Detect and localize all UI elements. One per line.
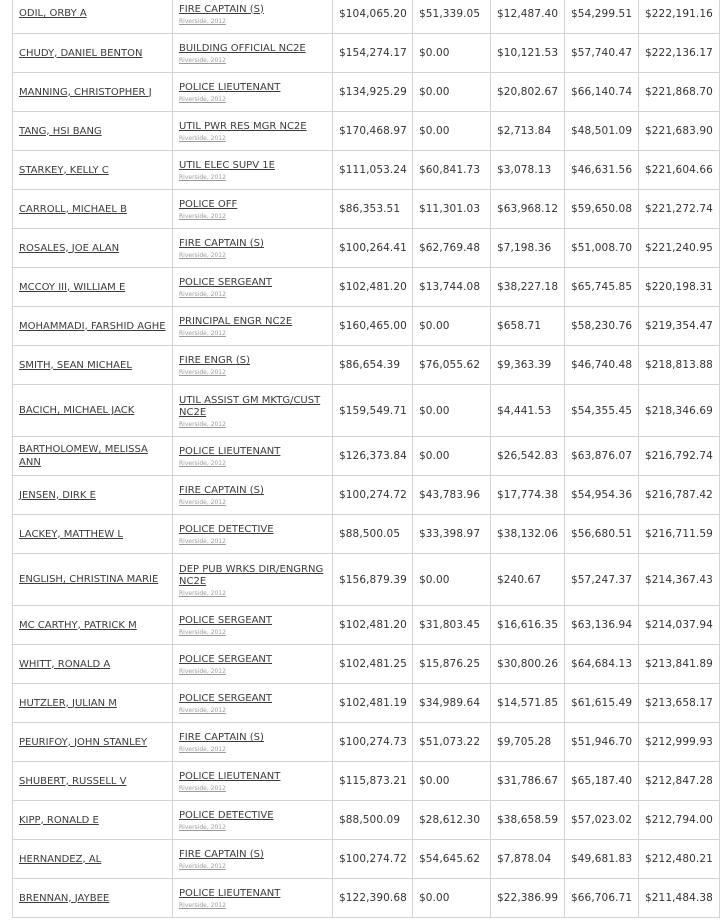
other-pay-cell: $12,487.40 bbox=[491, 0, 565, 34]
table-row bbox=[13, 515, 720, 554]
job-title-link[interactable]: UTIL ASSIST GM MKTG/CUST NC2E bbox=[179, 394, 321, 418]
benefits-cell: $63,136.94 bbox=[565, 606, 639, 645]
other-pay-cell: $240.67 bbox=[491, 554, 565, 606]
employee-name-cell bbox=[13, 606, 173, 645]
overtime-pay-cell: $62,769.48 bbox=[413, 229, 491, 268]
base-pay-cell: $88,500.05 bbox=[333, 515, 413, 554]
job-title-cell bbox=[173, 73, 333, 112]
employee-name-cell bbox=[13, 801, 173, 840]
employee-name-link[interactable]: WHITT, RONALD A bbox=[19, 658, 111, 670]
overtime-pay-cell: $0.00 bbox=[413, 34, 491, 73]
table-row bbox=[13, 476, 720, 515]
agency-year-link[interactable]: Riverside, 2012 bbox=[179, 57, 226, 64]
job-title-link[interactable]: POLICE LIEUTENANT bbox=[179, 771, 281, 782]
benefits-cell: $51,008.70 bbox=[565, 229, 639, 268]
total-pay-cell: $213,841.89 bbox=[639, 645, 720, 684]
employee-name-link[interactable]: HERNANDEZ, AL bbox=[19, 853, 102, 865]
base-pay-cell: $86,654.39 bbox=[333, 346, 413, 385]
agency-year-link[interactable]: Riverside, 2012 bbox=[179, 420, 226, 428]
benefits-cell: $48,501.09 bbox=[565, 112, 639, 151]
job-title-link[interactable]: FIRE CAPTAIN (S) bbox=[179, 485, 264, 496]
job-title-cell bbox=[173, 307, 333, 346]
other-pay-cell: $22,386.99 bbox=[491, 879, 565, 918]
overtime-pay-cell: $31,803.45 bbox=[413, 606, 491, 645]
job-title-cell bbox=[173, 190, 333, 229]
employee-name-link[interactable]: SMITH, SEAN MICHAEL bbox=[19, 359, 132, 371]
job-title-cell bbox=[173, 385, 333, 437]
job-title-cell bbox=[173, 151, 333, 190]
employee-name-link[interactable]: LACKEY, MATTHEW L bbox=[19, 528, 123, 540]
employee-name-link[interactable]: CARROLL, MICHAEL B bbox=[19, 203, 127, 215]
agency-year-link[interactable]: Riverside, 2012 bbox=[179, 96, 226, 103]
base-pay-cell: $88,500.09 bbox=[333, 801, 413, 840]
total-pay-cell: $212,847.28 bbox=[639, 762, 720, 801]
base-pay-cell: $122,390.68 bbox=[333, 879, 413, 918]
total-pay-cell: $212,480.21 bbox=[639, 840, 720, 879]
table-row bbox=[13, 801, 720, 840]
employee-name-cell bbox=[13, 476, 173, 515]
table-row bbox=[13, 385, 720, 437]
table-row bbox=[13, 645, 720, 684]
table-row bbox=[13, 229, 720, 268]
agency-year-link[interactable]: Riverside, 2012 bbox=[179, 902, 226, 909]
other-pay-cell: $38,658.59 bbox=[491, 801, 565, 840]
agency-year-link[interactable]: Riverside, 2012 bbox=[179, 291, 226, 298]
table-row bbox=[13, 606, 720, 645]
other-pay-cell: $9,705.28 bbox=[491, 723, 565, 762]
total-pay-cell: $216,711.59 bbox=[639, 515, 720, 554]
overtime-pay-cell: $0.00 bbox=[413, 879, 491, 918]
overtime-pay-cell: $33,398.97 bbox=[413, 515, 491, 554]
agency-year-link[interactable]: Riverside, 2012 bbox=[179, 785, 226, 792]
employee-name-link[interactable]: BRENNAN, JAYBEE bbox=[19, 892, 110, 904]
overtime-pay-cell: $13,744.08 bbox=[413, 268, 491, 307]
job-title-cell bbox=[173, 840, 333, 879]
overtime-pay-cell: $0.00 bbox=[413, 307, 491, 346]
job-title-link[interactable]: FIRE CAPTAIN (S) bbox=[179, 238, 264, 249]
total-pay-cell: $218,346.69 bbox=[639, 385, 720, 437]
job-title-cell bbox=[173, 554, 333, 606]
overtime-pay-cell: $0.00 bbox=[413, 762, 491, 801]
job-title-cell bbox=[173, 437, 333, 476]
base-pay-cell: $156,879.39 bbox=[333, 554, 413, 606]
other-pay-cell: $658.71 bbox=[491, 307, 565, 346]
overtime-pay-cell: $0.00 bbox=[413, 385, 491, 437]
benefits-cell: $57,023.02 bbox=[565, 801, 639, 840]
benefits-cell: $46,740.48 bbox=[565, 346, 639, 385]
job-title-cell bbox=[173, 723, 333, 762]
total-pay-cell: $222,191.16 bbox=[639, 0, 720, 34]
employee-name-link[interactable]: HUTZLER, JULIAN M bbox=[19, 697, 117, 709]
base-pay-cell: $102,481.20 bbox=[333, 606, 413, 645]
employee-name-link[interactable]: KIPP, RONALD E bbox=[19, 814, 99, 826]
employee-name-cell bbox=[13, 346, 173, 385]
table-row bbox=[13, 190, 720, 229]
other-pay-cell: $31,786.67 bbox=[491, 762, 565, 801]
benefits-cell: $51,946.70 bbox=[565, 723, 639, 762]
job-title-cell bbox=[173, 762, 333, 801]
total-pay-cell: $221,683.90 bbox=[639, 112, 720, 151]
job-title-link[interactable]: DEP PUB WRKS DIR/ENGRNG NC2E bbox=[179, 563, 324, 587]
table-row bbox=[13, 762, 720, 801]
total-pay-cell: $212,794.00 bbox=[639, 801, 720, 840]
other-pay-cell: $63,968.12 bbox=[491, 190, 565, 229]
base-pay-cell: $102,481.25 bbox=[333, 645, 413, 684]
total-pay-cell: $222,136.17 bbox=[639, 34, 720, 73]
base-pay-cell: $159,549.71 bbox=[333, 385, 413, 437]
table-row bbox=[13, 0, 720, 34]
table-row bbox=[13, 268, 720, 307]
employee-name-cell bbox=[13, 190, 173, 229]
employee-name-cell bbox=[13, 554, 173, 606]
job-title-cell bbox=[173, 801, 333, 840]
benefits-cell: $58,230.76 bbox=[565, 307, 639, 346]
job-title-link[interactable]: POLICE SERGEANT bbox=[179, 615, 273, 626]
employee-name-link[interactable]: STARKEY, KELLY C bbox=[19, 164, 109, 176]
other-pay-cell: $4,441.53 bbox=[491, 385, 565, 437]
overtime-pay-cell: $51,073.22 bbox=[413, 723, 491, 762]
job-title-cell bbox=[173, 112, 333, 151]
employee-name-link[interactable]: MCCOY III, WILLIAM E bbox=[19, 281, 126, 293]
total-pay-cell: $219,354.47 bbox=[639, 307, 720, 346]
agency-year-link[interactable]: Riverside, 2012 bbox=[179, 746, 226, 753]
total-pay-cell: $214,367.43 bbox=[639, 554, 720, 606]
agency-year-link[interactable]: Riverside, 2012 bbox=[179, 668, 226, 675]
overtime-pay-cell: $15,876.25 bbox=[413, 645, 491, 684]
agency-year-link[interactable]: Riverside, 2012 bbox=[179, 589, 226, 597]
total-pay-cell: $216,792.74 bbox=[639, 437, 720, 476]
base-pay-cell: $100,274.73 bbox=[333, 723, 413, 762]
other-pay-cell: $7,878.04 bbox=[491, 840, 565, 879]
other-pay-cell: $16,616.35 bbox=[491, 606, 565, 645]
benefits-cell: $66,140.74 bbox=[565, 73, 639, 112]
employee-name-cell bbox=[13, 0, 173, 34]
job-title-link[interactable]: UTIL ELEC SUPV 1E bbox=[179, 160, 275, 171]
employee-name-cell bbox=[13, 34, 173, 73]
employee-name-cell bbox=[13, 515, 173, 554]
employee-name-link[interactable]: ODIL, ORBY A bbox=[19, 8, 87, 19]
job-title-link[interactable]: POLICE LIEUTENANT bbox=[179, 888, 281, 899]
job-title-link[interactable]: POLICE DETECTIVE bbox=[179, 810, 274, 821]
benefits-cell: $57,740.47 bbox=[565, 34, 639, 73]
table-row bbox=[13, 684, 720, 723]
benefits-cell: $66,706.71 bbox=[565, 879, 639, 918]
benefits-cell: $54,299.51 bbox=[565, 0, 639, 34]
table-row bbox=[13, 723, 720, 762]
overtime-pay-cell: $43,783.96 bbox=[413, 476, 491, 515]
benefits-cell: $54,954.36 bbox=[565, 476, 639, 515]
total-pay-cell: $221,240.95 bbox=[639, 229, 720, 268]
table-row bbox=[13, 840, 720, 879]
benefits-cell: $49,681.83 bbox=[565, 840, 639, 879]
agency-year-link[interactable]: Riverside, 2012 bbox=[179, 252, 226, 259]
employee-name-cell bbox=[13, 268, 173, 307]
other-pay-cell: $26,542.83 bbox=[491, 437, 565, 476]
base-pay-cell: $100,274.72 bbox=[333, 476, 413, 515]
other-pay-cell: $14,571.85 bbox=[491, 684, 565, 723]
job-title-link[interactable]: POLICE DETECTIVE bbox=[179, 524, 274, 535]
employee-name-cell bbox=[13, 112, 173, 151]
job-title-cell bbox=[173, 645, 333, 684]
job-title-link[interactable]: POLICE SERGEANT bbox=[179, 277, 273, 288]
other-pay-cell: $10,121.53 bbox=[491, 34, 565, 73]
table-row bbox=[13, 151, 720, 190]
other-pay-cell: $9,363.39 bbox=[491, 346, 565, 385]
job-title-cell bbox=[173, 229, 333, 268]
other-pay-cell: $38,227.18 bbox=[491, 268, 565, 307]
total-pay-cell: $220,198.31 bbox=[639, 268, 720, 307]
employee-name-cell bbox=[13, 385, 173, 437]
other-pay-cell: $3,078.13 bbox=[491, 151, 565, 190]
base-pay-cell: $102,481.19 bbox=[333, 684, 413, 723]
agency-year-link[interactable]: Riverside, 2012 bbox=[179, 135, 226, 142]
base-pay-cell: $100,274.72 bbox=[333, 840, 413, 879]
employee-name-cell bbox=[13, 229, 173, 268]
employee-name-cell bbox=[13, 73, 173, 112]
agency-year-link[interactable]: Riverside, 2012 bbox=[179, 460, 226, 467]
job-title-cell bbox=[173, 268, 333, 307]
agency-year-link[interactable]: Riverside, 2012 bbox=[179, 707, 226, 714]
overtime-pay-cell: $0.00 bbox=[413, 554, 491, 606]
job-title-cell bbox=[173, 476, 333, 515]
base-pay-cell: $134,925.29 bbox=[333, 73, 413, 112]
employee-name-cell bbox=[13, 437, 173, 476]
base-pay-cell: $154,274.17 bbox=[333, 34, 413, 73]
employee-name-link[interactable]: PEURIFOY, JOHN STANLEY bbox=[19, 736, 148, 748]
agency-year-link[interactable]: Riverside, 2012 bbox=[179, 629, 226, 636]
overtime-pay-cell: $34,989.64 bbox=[413, 684, 491, 723]
total-pay-cell: $211,484.38 bbox=[639, 879, 720, 918]
employee-name-cell bbox=[13, 684, 173, 723]
base-pay-cell: $104,065.20 bbox=[333, 0, 413, 34]
other-pay-cell: $38,132.06 bbox=[491, 515, 565, 554]
job-title-cell bbox=[173, 606, 333, 645]
agency-year-link[interactable]: Riverside, 2012 bbox=[179, 863, 226, 870]
employee-name-link[interactable]: ROSALES, JOE ALAN bbox=[19, 242, 120, 254]
agency-year-link[interactable]: Riverside, 2012 bbox=[179, 174, 226, 181]
employee-name-link[interactable]: BACICH, MICHAEL JACK bbox=[19, 405, 135, 416]
employee-name-link[interactable]: BARTHOLOMEW, MELISSA ANN bbox=[19, 444, 148, 468]
agency-year-link[interactable]: Riverside, 2012 bbox=[179, 369, 226, 376]
employee-name-cell bbox=[13, 645, 173, 684]
employee-name-link[interactable]: MANNING, CHRISTOPHER J bbox=[19, 86, 152, 98]
job-title-link[interactable]: FIRE CAPTAIN (S) bbox=[179, 849, 264, 860]
agency-year-link[interactable]: Riverside, 2012 bbox=[179, 538, 226, 545]
employee-name-cell bbox=[13, 723, 173, 762]
job-title-link[interactable]: FIRE CAPTAIN (S) bbox=[179, 732, 264, 743]
employee-name-link[interactable]: MOHAMMADI, FARSHID AGHE bbox=[19, 320, 166, 332]
salary-table bbox=[12, 0, 720, 918]
base-pay-cell: $170,468.97 bbox=[333, 112, 413, 151]
table-row bbox=[13, 112, 720, 151]
employee-name-cell bbox=[13, 762, 173, 801]
overtime-pay-cell: $28,612.30 bbox=[413, 801, 491, 840]
other-pay-cell: $7,198.36 bbox=[491, 229, 565, 268]
benefits-cell: $56,680.51 bbox=[565, 515, 639, 554]
benefits-cell: $63,876.07 bbox=[565, 437, 639, 476]
benefits-cell: $57,247.37 bbox=[565, 554, 639, 606]
benefits-cell: $65,187.40 bbox=[565, 762, 639, 801]
table-row bbox=[13, 73, 720, 112]
job-title-cell bbox=[173, 684, 333, 723]
other-pay-cell: $30,800.26 bbox=[491, 645, 565, 684]
job-title-link[interactable]: POLICE LIEUTENANT bbox=[179, 82, 281, 93]
benefits-cell: $61,615.49 bbox=[565, 684, 639, 723]
other-pay-cell: $20,802.67 bbox=[491, 73, 565, 112]
employee-name-link[interactable]: SHUBERT, RUSSELL V bbox=[19, 775, 127, 787]
job-title-link[interactable]: UTIL PWR RES MGR NC2E bbox=[179, 121, 307, 132]
base-pay-cell: $115,873.21 bbox=[333, 762, 413, 801]
base-pay-cell: $100,264.41 bbox=[333, 229, 413, 268]
total-pay-cell: $218,813.88 bbox=[639, 346, 720, 385]
job-title-link[interactable]: PRINCIPAL ENGR NC2E bbox=[179, 316, 293, 327]
agency-year-link[interactable]: Riverside, 2012 bbox=[179, 824, 226, 831]
overtime-pay-cell: $54,645.62 bbox=[413, 840, 491, 879]
base-pay-cell: $86,353.51 bbox=[333, 190, 413, 229]
employee-name-link[interactable]: JENSEN, DIRK E bbox=[19, 489, 96, 501]
overtime-pay-cell: $60,841.73 bbox=[413, 151, 491, 190]
job-title-link[interactable]: FIRE ENGR (S) bbox=[179, 355, 250, 366]
employee-name-cell bbox=[13, 151, 173, 190]
agency-year-link[interactable]: Riverside, 2012 bbox=[179, 499, 226, 506]
benefits-cell: $46,631.56 bbox=[565, 151, 639, 190]
employee-name-link[interactable]: ENGLISH, CHRISTINA MARIE bbox=[19, 574, 159, 585]
table-row bbox=[13, 346, 720, 385]
other-pay-cell: $17,774.38 bbox=[491, 476, 565, 515]
total-pay-cell: $221,868.70 bbox=[639, 73, 720, 112]
agency-year-link[interactable]: Riverside, 2012 bbox=[179, 330, 226, 337]
job-title-cell bbox=[173, 879, 333, 918]
job-title-link[interactable]: POLICE SERGEANT bbox=[179, 654, 273, 665]
benefits-cell: $59,650.08 bbox=[565, 190, 639, 229]
table-row bbox=[13, 879, 720, 918]
base-pay-cell: $102,481.20 bbox=[333, 268, 413, 307]
total-pay-cell: $213,658.17 bbox=[639, 684, 720, 723]
total-pay-cell: $216,787.42 bbox=[639, 476, 720, 515]
job-title-cell bbox=[173, 346, 333, 385]
job-title-link[interactable]: BUILDING OFFICIAL NC2E bbox=[179, 43, 306, 54]
job-title-cell bbox=[173, 0, 333, 34]
total-pay-cell: $221,604.66 bbox=[639, 151, 720, 190]
overtime-pay-cell: $51,339.05 bbox=[413, 0, 491, 34]
job-title-link[interactable]: FIRE CAPTAIN (S) bbox=[179, 3, 264, 15]
total-pay-cell: $212,999.93 bbox=[639, 723, 720, 762]
employee-name-link[interactable]: CHUDY, DANIEL BENTON bbox=[19, 47, 143, 59]
overtime-pay-cell: $0.00 bbox=[413, 112, 491, 151]
overtime-pay-cell: $0.00 bbox=[413, 73, 491, 112]
total-pay-cell: $214,037.94 bbox=[639, 606, 720, 645]
benefits-cell: $54,355.45 bbox=[565, 385, 639, 437]
table-row bbox=[13, 437, 720, 476]
total-pay-cell: $221,272.74 bbox=[639, 190, 720, 229]
other-pay-cell: $2,713.84 bbox=[491, 112, 565, 151]
overtime-pay-cell: $11,301.03 bbox=[413, 190, 491, 229]
employee-name-cell bbox=[13, 307, 173, 346]
employee-name-cell bbox=[13, 879, 173, 918]
agency-year-link[interactable]: Riverside, 2012 bbox=[179, 213, 226, 220]
table-row bbox=[13, 307, 720, 346]
employee-name-link[interactable]: MC CARTHY, PATRICK M bbox=[19, 619, 137, 631]
benefits-cell: $65,745.85 bbox=[565, 268, 639, 307]
employee-name-cell bbox=[13, 840, 173, 879]
job-title-cell bbox=[173, 34, 333, 73]
base-pay-cell: $160,465.00 bbox=[333, 307, 413, 346]
base-pay-cell: $126,373.84 bbox=[333, 437, 413, 476]
overtime-pay-cell: $76,055.62 bbox=[413, 346, 491, 385]
overtime-pay-cell: $0.00 bbox=[413, 437, 491, 476]
job-title-link[interactable]: POLICE OFF bbox=[179, 199, 238, 210]
benefits-cell: $64,684.13 bbox=[565, 645, 639, 684]
job-title-cell bbox=[173, 515, 333, 554]
base-pay-cell: $111,053.24 bbox=[333, 151, 413, 190]
agency-year-link[interactable]: Riverside, 2012 bbox=[179, 17, 226, 25]
salary-table-body bbox=[13, 0, 720, 918]
employee-name-link[interactable]: TANG, HSI BANG bbox=[19, 125, 102, 137]
job-title-link[interactable]: POLICE SERGEANT bbox=[179, 693, 273, 704]
table-row bbox=[13, 34, 720, 73]
job-title-link[interactable]: POLICE LIEUTENANT bbox=[179, 446, 281, 457]
table-row bbox=[13, 554, 720, 606]
